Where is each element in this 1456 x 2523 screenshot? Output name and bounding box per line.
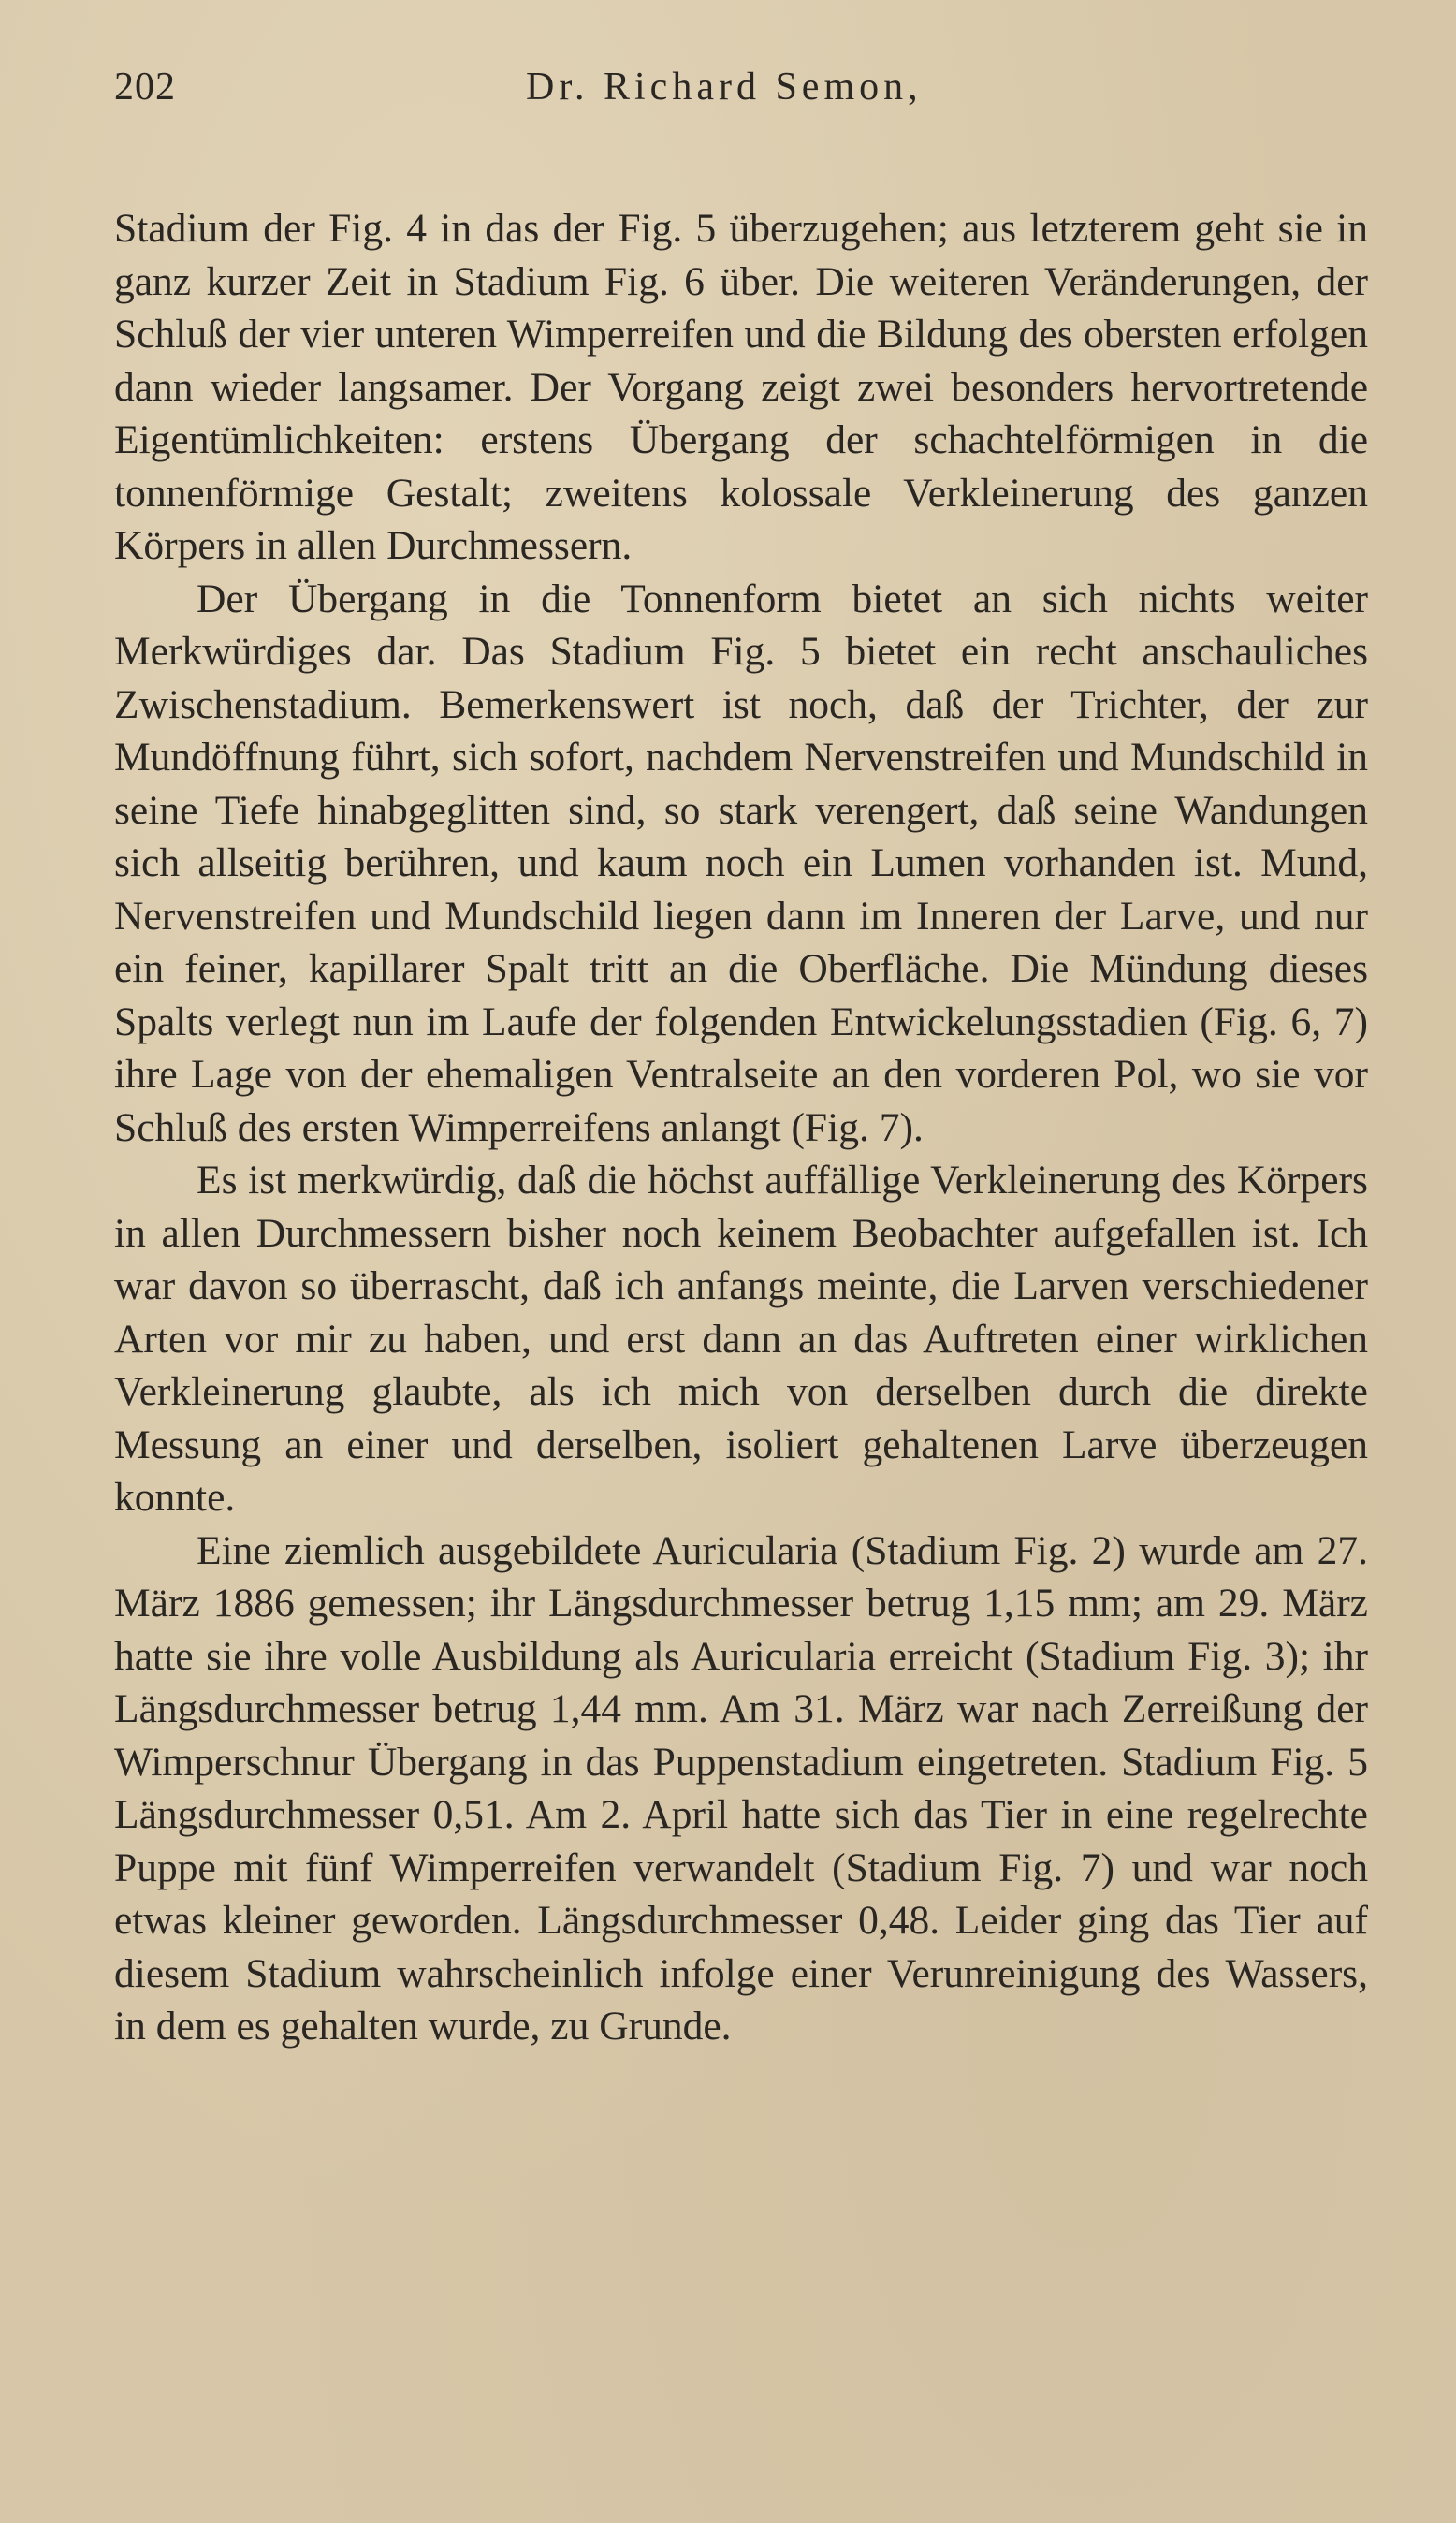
paragraph-1: Stadium der Fig. 4 in das der Fig. 5 überzugehen; aus letzterem geht sie in ganz kurzer Zeit in Stadium Fig. 6 über. Die weiteren Veränderungen, der Schluß der vier unteren Wimperreifen und die Bildung des obersten erfolgen dann wieder langsamer. Der Vorgang zeigt zwei besonders hervortretende Eigentümlichkeiten: erstens Übergang der schachtelförmigen in die tonnenförmige Gestalt; zweitens kolossale Verkleinerung des ganzen Körpers in allen Durchmessern. [114,206,1368,568]
paragraph-2: Der Übergang in die Tonnenform bietet an sich nichts weiter Merkwürdiges dar. Das Stadium Fig. 5 bietet ein recht anschauliches Zwischenstadium. Bemerkenswert ist noch, daß der Trichter, der zur Mundöffnung führt, sich sofort, nachdem Nervenstreifen und Mundschild in seine Tiefe hinabgeglitten sind, so stark verengert, daß seine Wandungen sich allseitig berühren, und kaum noch ein Lumen vorhanden ist. Mund, Nervenstreifen und Mundschild liegen dann im Inneren der Larve, und nur ein feiner, kapillarer Spalt tritt an die Oberfläche. Die Mündung dieses Spalts verlegt nun im Laufe der folgenden Entwickelungsstadien (Fig. 6, 7) ihre Lage von der ehemaligen Ventralseite an den vorderen Pol, wo sie vor Schluß des ersten Wimperreifens anlangt (Fig. 7). [114,576,1368,1150]
page-header [114,54,1368,120]
paragraph-3: Es ist merkwürdig, daß die höchst auffällige Verkleinerung des Körpers in allen Durchmessern bisher noch keinem Beobachter aufgefallen ist. Ich war davon so überrascht, daß ich anfangs meinte, die Larven verschiedener Arten vor mir zu haben, und erst dann an das Auftreten einer wirklichen Verkleinerung glaubte, als ich mich von derselben durch die direkte Messung an einer und derselben, isoliert gehaltenen Larve überzeugen konnte. [114,1158,1368,1520]
book-page [114,54,1368,2053]
body-text [114,202,1368,2053]
page-number: 202 [114,66,176,109]
paragraph-4: Eine ziemlich ausgebildete Auricularia (Stadium Fig. 2) wurde am 27. März 1886 gemessen; ihr Längsdurchmesser betrug 1,15 mm; am 29. März hatte sie ihre volle Ausbildung als Auricularia erreicht (Stadium Fig. 3); ihr Längsdurchmesser betrug 1,44 mm. Am 31. März war nach Zerreißung der Wimperschnur Übergang in das Puppenstadium eingetreten. Stadium Fig. 5 Längsdurchmesser 0,51. Am 2. April hatte sich das Tier in eine regelrechte Puppe mit fünf Wimperreifen verwandelt (Stadium Fig. 7) und war noch etwas kleiner geworden. Längsdurchmesser 0,48. Leider ging das Tier auf diesem Stadium wahrscheinlich infolge einer Verunreinigung des Wassers, in dem es gehalten wurde, zu Grunde. [114,1527,1368,2049]
running-head: Dr. Richard Semon, [526,66,923,109]
